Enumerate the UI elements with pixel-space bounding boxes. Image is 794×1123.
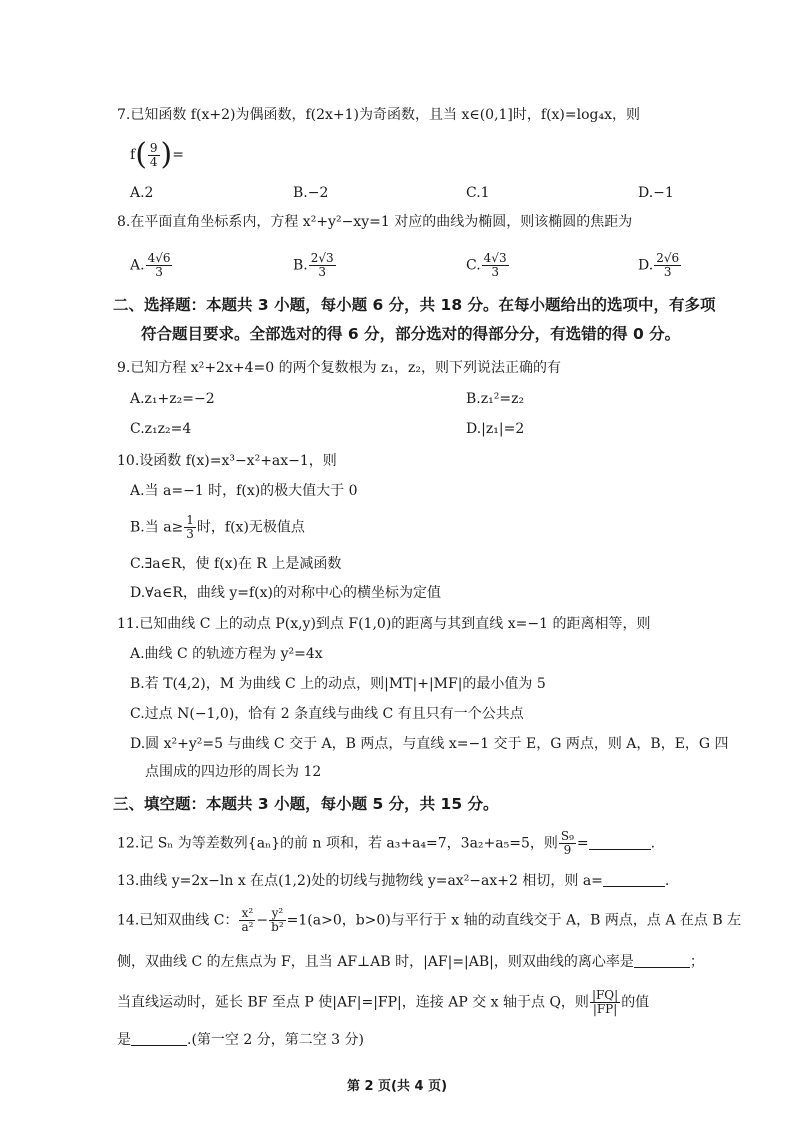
q14-fraction-y	[269, 907, 286, 934]
q14-line2-text: 侧，双曲线 C 的左焦点为 F，且当 AF⊥AB 时，|AF|=|AB|，则双曲线的离心率是	[117, 954, 634, 970]
q14-mid: =1(a>0，b>0)与平行于 x 轴的动直线交于 A，B 两点，点 A 在点 B 左	[286, 912, 742, 929]
q10-option-d: D.∀a∈R，曲线 y=f(x)的对称中心的横坐标为定值	[130, 585, 441, 601]
q11-stem: 11.已知曲线 C 上的动点 P(x,y)到点 F(1,0)的距离与其到直线 x=−1 的距离相等，则	[117, 616, 651, 632]
q7-stem: 7.已知函数 f(x+2)为偶函数，f(2x+1)为奇函数，且当 x∈(0,1]时，f(x)=log₄x，则	[117, 107, 640, 123]
q14-pre: 14.已知双曲线 C：	[117, 912, 239, 929]
section2-heading-line2: 符合题目要求。全部选对的得 6 分，部分选对的得部分分，有选错的得 0 分。	[141, 325, 681, 343]
q8-option-b-fraction	[309, 252, 336, 279]
q7-option-d: D.−1	[638, 185, 674, 201]
page-footer: 第 2 页(共 4 页)	[346, 1079, 448, 1094]
q8-option-c-label: C.	[466, 257, 481, 274]
section2-heading-line1: 二、选择题：本题共 3 小题，每小题 6 分，共 18 分。在每小题给出的选项中，有多项	[113, 296, 716, 314]
q14-f3-num: |FQ|	[591, 988, 619, 1002]
q8-option-b	[293, 252, 337, 279]
q8-d-den: 3	[663, 265, 672, 279]
q14-line1	[117, 907, 741, 934]
q14-line3	[117, 989, 649, 1016]
q9-stem: 9.已知方程 x²+2x+4=0 的两个复数根为 z₁，z₂，则下列说法正确的有	[117, 360, 561, 376]
q8-option-d-label: D.	[638, 257, 654, 274]
q14-line4-post: .(第一空 2 分，第二空 3 分)	[187, 1032, 364, 1048]
q13-end: .	[664, 873, 670, 889]
q8-option-b-label: B.	[293, 257, 308, 274]
q9-option-c: C.z₁z₂=4	[130, 421, 192, 437]
q12-line	[117, 830, 655, 857]
q12-frac-num: S₉	[560, 829, 574, 843]
q10-b-num: 1	[186, 513, 194, 527]
q10-b-pre: B.当 a≥	[130, 519, 184, 536]
q8-a-num: 4√6	[147, 251, 171, 265]
q8-c-num: 4√3	[483, 251, 507, 265]
q8-option-a-label: A.	[130, 257, 145, 274]
q8-b-den: 3	[318, 265, 327, 279]
q10-option-a: A.当 a=−1 时，f(x)的极大值大于 0	[130, 483, 358, 499]
q7-paren-right: )	[160, 137, 173, 172]
section3-heading: 三、填空题：本题共 3 小题，每小题 5 分，共 15 分。	[113, 795, 499, 813]
q12-frac-den: 9	[563, 843, 572, 857]
q7-frac-num: 9	[149, 140, 158, 155]
q8-c-den: 3	[491, 265, 499, 279]
q14-minus: −	[256, 912, 269, 929]
q14-f3-den: |FP|	[592, 1002, 618, 1016]
q12-end: .	[650, 835, 656, 852]
q7-expr-f: f	[130, 147, 136, 163]
q14-line4	[117, 1030, 364, 1050]
q10-option-b	[130, 514, 305, 541]
q10-stem: 10.设函数 f(x)=x³−x²+ax−1，则	[117, 453, 337, 469]
q7-option-c: C.1	[466, 185, 490, 201]
q10-b-den: 3	[186, 527, 194, 541]
q8-stem: 8.在平面直角坐标系内，方程 x²+y²−xy=1 对应的曲线为椭圆，则该椭圆的焦距为	[117, 214, 633, 230]
q13-answer-blank[interactable]	[603, 872, 665, 887]
q11-option-d-line1: D.圆 x²+y²=5 与曲线 C 交于 A，B 两点，与直线 x=−1 交于 E，G 两点，则 A，B，E，G 四	[130, 736, 729, 752]
q12-post: =	[576, 835, 589, 852]
q14-f1-num: x²	[239, 907, 255, 921]
q7-expression	[130, 137, 184, 172]
q7-option-b: B.−2	[293, 185, 329, 201]
q8-option-a-fraction	[146, 252, 173, 279]
q7-option-a: A.2	[130, 185, 154, 201]
q9-option-b: B.z₁²=z₂	[466, 391, 525, 407]
q10-option-c: C.∃a∈R，使 f(x)在 R 上是减函数	[130, 556, 342, 572]
q7-fraction	[148, 142, 160, 169]
q14-answer-blank-2[interactable]	[131, 1031, 187, 1046]
q14-line4-pre: 是	[117, 1032, 131, 1048]
q8-option-d	[638, 252, 682, 279]
q8-option-c-fraction	[482, 252, 509, 279]
q9-option-d: D.|z₁|=2	[466, 421, 525, 437]
q14-line3-post: 的值	[621, 994, 650, 1011]
q11-option-b: B.若 T(4,2)，M 为曲线 C 上的动点，则|MT|+|MF|的最小值为 5	[130, 676, 546, 692]
q8-d-num: 2√6	[656, 251, 680, 265]
q14-f2-num: y²	[269, 907, 286, 921]
q11-option-d-line2: 点围成的四边形的周长为 12	[145, 764, 322, 780]
q14-line2	[117, 952, 704, 972]
q10-b-fraction	[184, 514, 196, 541]
q7-paren-left: (	[135, 137, 147, 172]
q13-line	[117, 871, 669, 891]
q14-fraction-x	[239, 907, 255, 934]
q12-pre: 12.记 Sₙ 为等差数列{aₙ}的前 n 项和，若 a₃+a₄=7，3a₂+a₅=5，则	[117, 835, 558, 852]
q8-option-d-fraction	[654, 252, 681, 279]
q14-line2-end: ；	[689, 954, 704, 970]
q13-pre: 13.曲线 y=2x−ln x 在点(1,2)处的切线与抛物线 y=ax²−ax+2 相切，则 a=	[117, 873, 603, 889]
q10-b-post: 时，f(x)无极值点	[196, 519, 305, 536]
q8-option-c	[466, 252, 510, 279]
q14-line3-pre: 当直线运动时，延长 BF 至点 P 使|AF|=|FP|，连接 AP 交 x 轴于点 Q，则	[117, 994, 589, 1011]
q7-expr-tail: =	[172, 147, 184, 163]
q12-fraction	[559, 830, 576, 857]
q12-answer-blank[interactable]	[589, 835, 651, 850]
q14-answer-blank-1[interactable]	[634, 953, 690, 968]
q14-fraction-ratio	[590, 989, 620, 1016]
q14-f1-den: a²	[241, 920, 254, 934]
q7-frac-den: 4	[149, 154, 158, 169]
q11-option-c: C.过点 N(−1,0)，恰有 2 条直线与曲线 C 有且只有一个公共点	[130, 706, 524, 722]
q8-a-den: 3	[155, 265, 163, 279]
q14-f2-den: b²	[271, 920, 284, 934]
q8-option-a	[130, 252, 173, 279]
q9-option-a: A.z₁+z₂=−2	[130, 391, 215, 407]
q8-b-num: 2√3	[310, 251, 334, 265]
q11-option-a: A.曲线 C 的轨迹方程为 y²=4x	[130, 646, 323, 662]
